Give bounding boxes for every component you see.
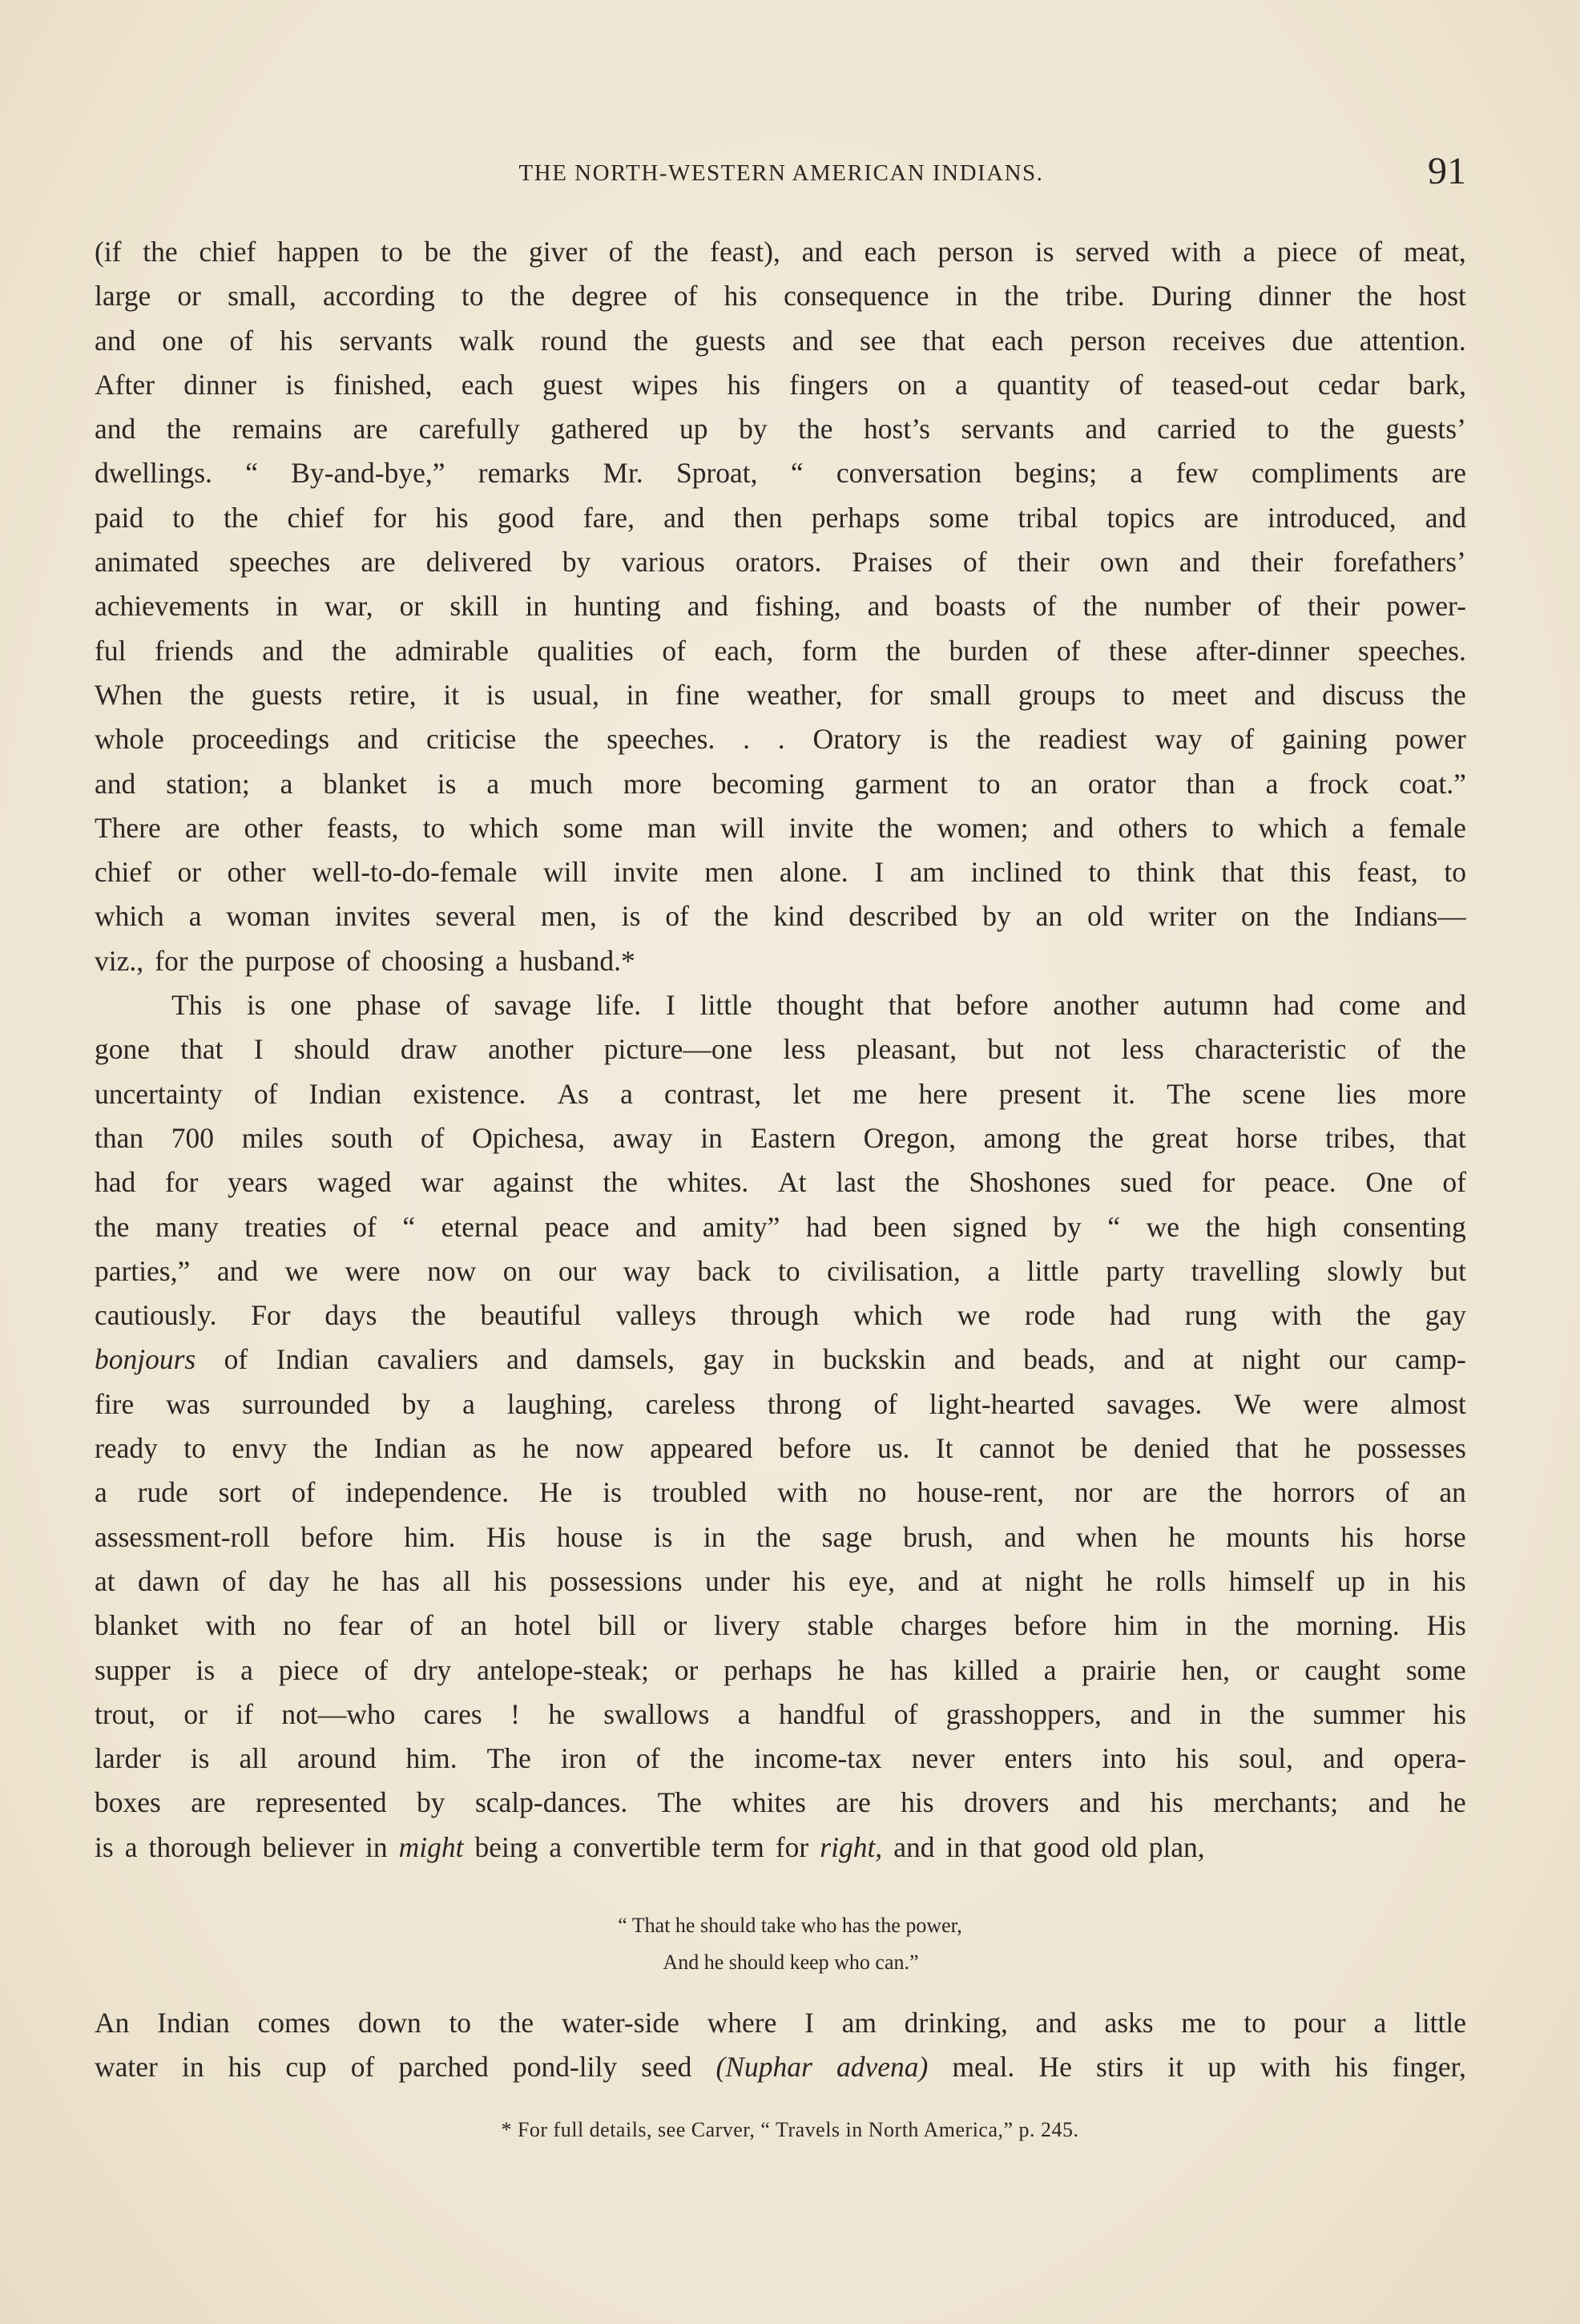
page-number: 91 [1428, 150, 1466, 192]
verse-quotation [0, 1907, 1580, 1981]
text-line: This is one phase of savage life. I little thought that before another autumn had come and [171, 989, 1466, 1022]
text-line: a rude sort of independence. He is troubled with no house-rent, nor are the horrors of an [95, 1476, 1466, 1509]
text-line: whole proceedings and criticise the speeches. . . Oratory is the readiest way of gaining power [95, 723, 1466, 756]
text-line: and one of his servants walk round the guests and see that each person receives due attention. [95, 324, 1466, 357]
text-line: and station; a blanket is a much more becoming garment to an orator than a frock coat.” [95, 767, 1466, 800]
text-line: had for years waged war against the whites. At last the Shoshones sued for peace. One of [95, 1166, 1466, 1199]
text-line: cautiously. For days the beautiful valleys through which we rode had rung with the gay [95, 1299, 1466, 1332]
text-line: viz., for the purpose of choosing a husband.* [95, 944, 635, 977]
text-line: at dawn of day he has all his possessions under his eye, and at night he rolls himself up in his [95, 1564, 1466, 1597]
text-line: larder is all around him. The iron of the income-tax never enters into his soul, and opera- [95, 1742, 1466, 1775]
text-line: boxes are represented by scalp-dances. The whites are his drovers and his merchants; and he [95, 1786, 1466, 1819]
footnote: * For full details, see Carver, “ Travels in North America,” p. 245. [501, 2118, 1079, 2141]
text-line: ready to envy the Indian as he now appeared before us. It cannot be denied that he possesses [95, 1432, 1466, 1465]
text-line: than 700 miles south of Opichesa, away in Eastern Oregon, among the great horse tribes, that [95, 1121, 1466, 1154]
text-line: and the remains are carefully gathered up by the host’s servants and carried to the guests’ [95, 413, 1466, 446]
text-line: (if the chief happen to be the giver of the feast), and each person is served with a piece of meat, [95, 236, 1466, 268]
text-line: fire was surrounded by a laughing, careless throng of light-hearted savages. We were almost [95, 1387, 1466, 1420]
text-line: parties,” and we were now on our way back to civilisation, a little party travelling slowly but [95, 1254, 1466, 1287]
text-line: gone that I should draw another picture—one less pleasant, but not less characteristic of the [95, 1033, 1466, 1066]
text-line: assessment-roll before him. His house is in the sage brush, and when he mounts his horse [95, 1520, 1466, 1553]
verse-line-2: And he should keep who can.” [663, 1951, 919, 1974]
text-line: large or small, according to the degree of his consequence in the tribe. During dinner the host [95, 280, 1466, 313]
text-line: An Indian comes down to the water-side where I am drinking, and asks me to pour a little [95, 2007, 1466, 2039]
text-line: After dinner is finished, each guest wipes his fingers on a quantity of teased-out cedar bark, [95, 368, 1466, 401]
text-line: trout, or if not—who cares ! he swallows a handful of grasshoppers, and in the summer his [95, 1697, 1466, 1730]
text-line: achievements in war, or skill in hunting and fishing, and boasts of the number of their power- [95, 590, 1466, 623]
continuation-text [95, 2001, 1466, 2090]
text-line: ful friends and the admirable qualities of each, form the burden of these after-dinner speeches. [95, 634, 1466, 667]
text-line: the many treaties of “ eternal peace and amity” had been signed by “ we the high consenting [95, 1210, 1466, 1243]
text-line: uncertainty of Indian existence. As a contrast, let me here present it. The scene lies more [95, 1077, 1466, 1110]
text-line: water in his cup of parched pond-lily seed (Nuphar advena) meal. He stirs it up with his finger, [95, 2051, 1466, 2084]
text-line: bonjours of Indian cavaliers and damsels, gay in buckskin and beads, and at night our camp- [95, 1343, 1466, 1376]
page-header [96, 149, 1466, 197]
text-line: paid to the chief for his good fare, and then perhaps some tribal topics are introduced, and [95, 501, 1466, 534]
text-line: blanket with no fear of an hotel bill or livery stable charges before him in the morning. His [95, 1609, 1466, 1642]
body-text [95, 230, 1466, 1870]
text-line: chief or other well-to-do-female will invite men alone. I am inclined to think that this feast, to [95, 856, 1466, 889]
text-line: dwellings. “ By-and-bye,” remarks Mr. Sproat, “ conversation begins; a few compliments are [95, 457, 1466, 490]
text-line: is a thorough believer in might being a convertible term for right, and in that good old plan, [95, 1830, 1205, 1863]
text-line: When the guests retire, it is usual, in fine weather, for small groups to meet and discuss the [95, 678, 1466, 711]
text-line: There are other feasts, to which some man will invite the women; and others to which a female [95, 811, 1466, 844]
text-line: animated speeches are delivered by various orators. Praises of their own and their forefathers’ [95, 546, 1466, 579]
text-line: supper is a piece of dry antelope-steak; or perhaps he has killed a prairie hen, or caught some [95, 1653, 1466, 1686]
running-head: THE NORTH-WESTERN AMERICAN INDIANS. [518, 160, 1044, 186]
verse-line-1: “ That he should take who has the power, [618, 1914, 962, 1937]
text-line: which a woman invites several men, is of the kind described by an old writer on the Indians— [95, 900, 1466, 933]
